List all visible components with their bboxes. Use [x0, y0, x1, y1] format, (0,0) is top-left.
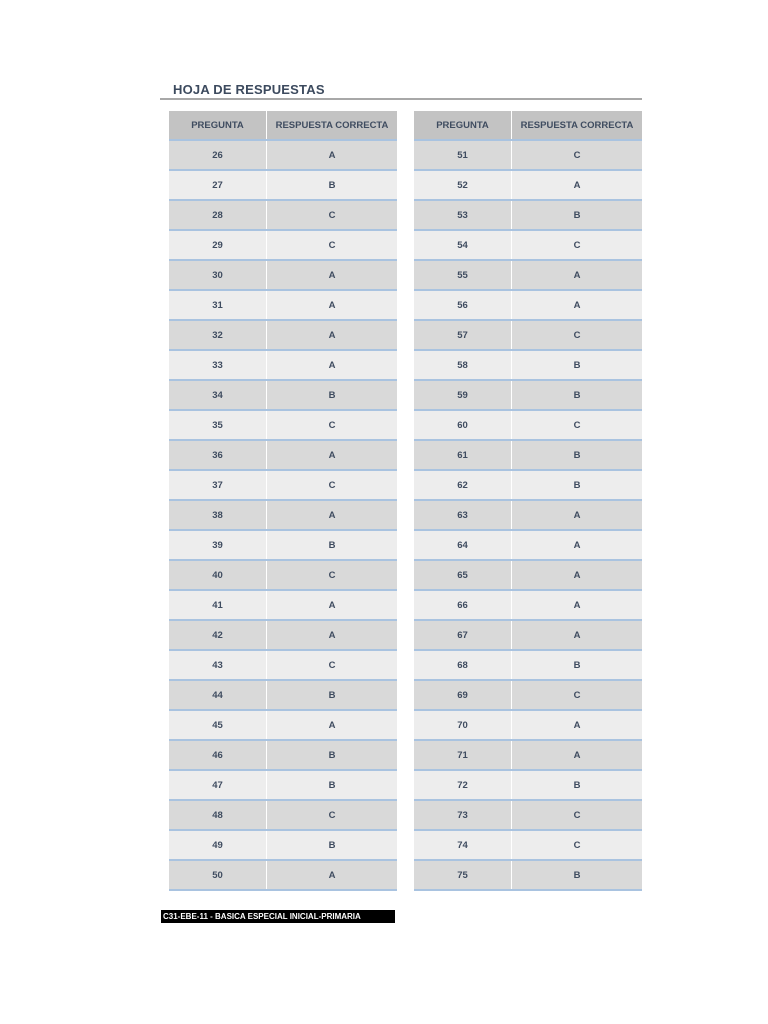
table-row	[169, 770, 397, 800]
table-row	[414, 710, 642, 740]
table-row	[414, 140, 642, 170]
table-row	[414, 350, 642, 380]
question-number: 71	[414, 740, 512, 770]
question-number: 32	[169, 320, 267, 350]
question-number: 64	[414, 530, 512, 560]
correct-answer: B	[267, 830, 398, 860]
question-number: 29	[169, 230, 267, 260]
table-header-row	[169, 111, 397, 140]
question-number: 53	[414, 200, 512, 230]
correct-answer: B	[512, 200, 643, 230]
table-row	[169, 350, 397, 380]
title-divider	[160, 98, 642, 100]
correct-answer: C	[512, 800, 643, 830]
table-row	[169, 590, 397, 620]
correct-answer: B	[512, 440, 643, 470]
table-row	[169, 620, 397, 650]
table-row	[414, 320, 642, 350]
correct-answer: B	[512, 770, 643, 800]
table-row	[414, 530, 642, 560]
question-number: 74	[414, 830, 512, 860]
question-number: 61	[414, 440, 512, 470]
column-header-question: PREGUNTA	[414, 111, 512, 140]
correct-answer: B	[512, 380, 643, 410]
table-row	[169, 800, 397, 830]
correct-answer: C	[512, 680, 643, 710]
table-row	[169, 680, 397, 710]
column-header-answer: RESPUESTA CORRECTA	[267, 111, 398, 140]
correct-answer: A	[267, 590, 398, 620]
question-number: 73	[414, 800, 512, 830]
question-number: 60	[414, 410, 512, 440]
question-number: 58	[414, 350, 512, 380]
table-row	[169, 530, 397, 560]
correct-answer: B	[267, 680, 398, 710]
table-row	[169, 500, 397, 530]
table-header-row	[414, 111, 642, 140]
correct-answer: A	[267, 320, 398, 350]
table-row	[169, 380, 397, 410]
question-number: 28	[169, 200, 267, 230]
table-row	[414, 470, 642, 500]
question-number: 66	[414, 590, 512, 620]
correct-answer: C	[267, 800, 398, 830]
question-number: 41	[169, 590, 267, 620]
question-number: 37	[169, 470, 267, 500]
correct-answer: A	[512, 590, 643, 620]
correct-answer: A	[267, 620, 398, 650]
question-number: 57	[414, 320, 512, 350]
question-number: 45	[169, 710, 267, 740]
correct-answer: B	[267, 380, 398, 410]
table-row	[414, 290, 642, 320]
answer-table-right	[414, 111, 642, 891]
correct-answer: B	[512, 350, 643, 380]
table-row	[169, 710, 397, 740]
correct-answer: A	[512, 170, 643, 200]
table-row	[169, 170, 397, 200]
correct-answer: A	[512, 530, 643, 560]
question-number: 55	[414, 260, 512, 290]
question-number: 30	[169, 260, 267, 290]
table-row	[414, 740, 642, 770]
correct-answer: A	[267, 260, 398, 290]
correct-answer: C	[267, 200, 398, 230]
correct-answer: C	[267, 560, 398, 590]
question-number: 62	[414, 470, 512, 500]
question-number: 40	[169, 560, 267, 590]
correct-answer: B	[267, 170, 398, 200]
answer-table-right-body	[414, 140, 642, 890]
table-row	[414, 500, 642, 530]
table-row	[414, 650, 642, 680]
table-row	[169, 440, 397, 470]
page-title: HOJA DE RESPUESTAS	[173, 82, 325, 97]
correct-answer: A	[512, 500, 643, 530]
question-number: 47	[169, 770, 267, 800]
table-row	[414, 230, 642, 260]
question-number: 27	[169, 170, 267, 200]
correct-answer: A	[512, 260, 643, 290]
correct-answer: A	[267, 500, 398, 530]
question-number: 50	[169, 860, 267, 890]
question-number: 63	[414, 500, 512, 530]
question-number: 75	[414, 860, 512, 890]
question-number: 67	[414, 620, 512, 650]
table-row	[414, 410, 642, 440]
correct-answer: A	[512, 290, 643, 320]
correct-answer: A	[512, 620, 643, 650]
table-row	[169, 740, 397, 770]
question-number: 69	[414, 680, 512, 710]
question-number: 52	[414, 170, 512, 200]
correct-answer: C	[512, 410, 643, 440]
correct-answer: C	[267, 230, 398, 260]
table-row	[169, 230, 397, 260]
table-row	[414, 860, 642, 890]
table-row	[169, 860, 397, 890]
answer-table-left-body	[169, 140, 397, 890]
correct-answer: A	[512, 710, 643, 740]
question-number: 51	[414, 140, 512, 170]
question-number: 42	[169, 620, 267, 650]
table-row	[414, 170, 642, 200]
table-row	[169, 470, 397, 500]
correct-answer: A	[267, 140, 398, 170]
table-row	[414, 770, 642, 800]
table-row	[414, 380, 642, 410]
document-code-footer: C31-EBE-11 - BASICA ESPECIAL INICIAL-PRIMARIA	[161, 910, 395, 923]
correct-answer: B	[267, 740, 398, 770]
question-number: 38	[169, 500, 267, 530]
correct-answer: A	[267, 860, 398, 890]
correct-answer: C	[512, 230, 643, 260]
question-number: 54	[414, 230, 512, 260]
answer-table-left	[169, 111, 397, 891]
table-row	[169, 830, 397, 860]
correct-answer: C	[267, 410, 398, 440]
correct-answer: A	[267, 290, 398, 320]
question-number: 26	[169, 140, 267, 170]
table-row	[414, 440, 642, 470]
question-number: 46	[169, 740, 267, 770]
table-row	[414, 590, 642, 620]
correct-answer: C	[512, 140, 643, 170]
table-row	[169, 650, 397, 680]
question-number: 49	[169, 830, 267, 860]
table-row	[169, 200, 397, 230]
table-row	[169, 260, 397, 290]
column-header-question: PREGUNTA	[169, 111, 267, 140]
question-number: 59	[414, 380, 512, 410]
question-number: 39	[169, 530, 267, 560]
question-number: 65	[414, 560, 512, 590]
table-row	[414, 260, 642, 290]
correct-answer: C	[512, 320, 643, 350]
table-row	[414, 680, 642, 710]
correct-answer: C	[267, 650, 398, 680]
correct-answer: B	[512, 470, 643, 500]
table-row	[169, 410, 397, 440]
table-row	[169, 290, 397, 320]
question-number: 44	[169, 680, 267, 710]
question-number: 68	[414, 650, 512, 680]
correct-answer: B	[267, 770, 398, 800]
question-number: 33	[169, 350, 267, 380]
table-row	[169, 560, 397, 590]
question-number: 31	[169, 290, 267, 320]
question-number: 72	[414, 770, 512, 800]
question-number: 43	[169, 650, 267, 680]
question-number: 48	[169, 800, 267, 830]
table-row	[414, 800, 642, 830]
correct-answer: A	[512, 560, 643, 590]
table-row	[414, 200, 642, 230]
question-number: 34	[169, 380, 267, 410]
table-row	[414, 620, 642, 650]
table-row	[169, 320, 397, 350]
correct-answer: C	[267, 470, 398, 500]
correct-answer: A	[512, 740, 643, 770]
correct-answer: B	[512, 860, 643, 890]
correct-answer: B	[267, 530, 398, 560]
question-number: 70	[414, 710, 512, 740]
correct-answer: A	[267, 710, 398, 740]
correct-answer: A	[267, 440, 398, 470]
question-number: 35	[169, 410, 267, 440]
correct-answer: B	[512, 650, 643, 680]
correct-answer: C	[512, 830, 643, 860]
table-row	[414, 560, 642, 590]
question-number: 56	[414, 290, 512, 320]
table-row	[169, 140, 397, 170]
table-row	[414, 830, 642, 860]
question-number: 36	[169, 440, 267, 470]
column-header-answer: RESPUESTA CORRECTA	[512, 111, 643, 140]
correct-answer: A	[267, 350, 398, 380]
